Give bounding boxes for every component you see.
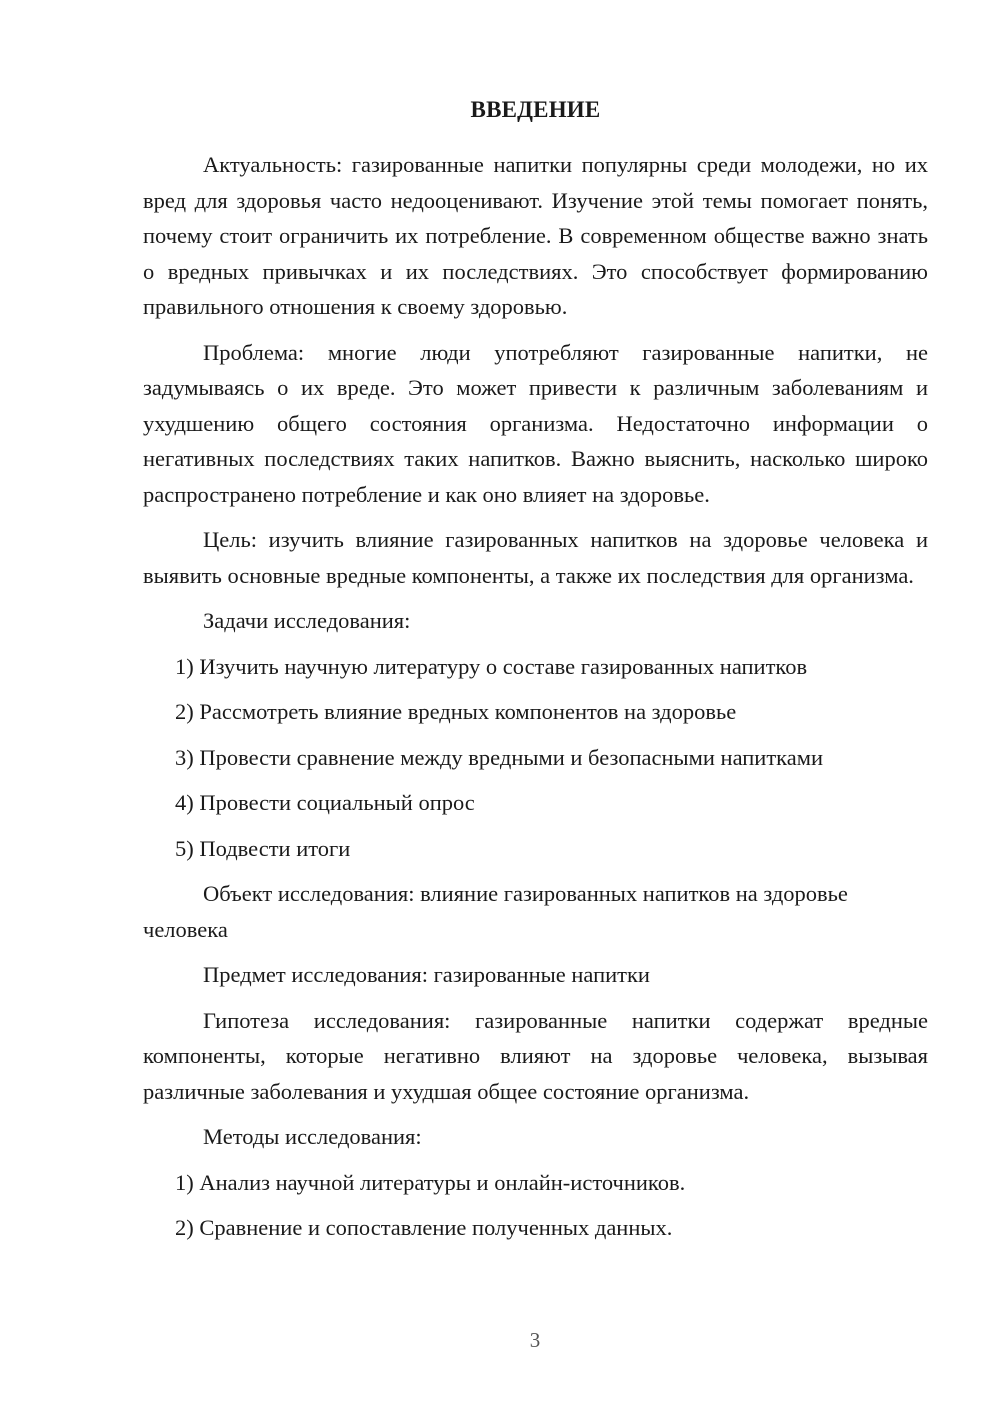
- list-item: 1) Изучить научную литературу о составе газированных напитков: [175, 653, 808, 679]
- paragraph-problem: Проблема: многие люди употребляют газированные напитки, не задумываясь о их вреде. Это может привести к различным заболеваниям и ухудшению общего состояния организма. Недостаточно информации о негативных последствиях таких напитков. Важно выяснить, насколько широко распространено потребление и как оно влияет на здоровье.: [143, 339, 928, 507]
- page-number: 3: [529, 1328, 541, 1352]
- paragraph-object: Объект исследования: влияние газированных напитков на здоровье человека: [143, 881, 848, 942]
- list-item: 2) Сравнение и сопоставление полученных данных.: [175, 1215, 673, 1240]
- tasks-heading: Задачи исследования:: [203, 608, 411, 633]
- list-item: 2) Рассмотреть влияние вредных компонентов на здоровье: [175, 699, 737, 724]
- paragraph-hypothesis: Гипотеза исследования: газированные напитки содержат вредные компоненты, которые негативно влияют на здоровье человека, вызывая различные заболевания и ухудшая общее состояние организма.: [143, 1007, 928, 1104]
- list-item: 4) Провести социальный опрос: [175, 790, 475, 815]
- paragraph-subject: Предмет исследования: газированные напитки: [203, 962, 650, 987]
- list-item: 1) Анализ научной литературы и онлайн-источников.: [175, 1169, 686, 1195]
- document-page: [143, 92, 928, 1256]
- methods-heading: Методы исследования:: [203, 1124, 422, 1149]
- page-title: ВВЕДЕНИЕ: [470, 97, 601, 122]
- tasks-list: [143, 649, 928, 867]
- paragraph-goal: Цель: изучить влияние газированных напитков на здоровье человека и выявить основные вредные компоненты, а также их последствия для организма.: [143, 527, 928, 588]
- methods-list: [143, 1165, 928, 1246]
- list-item: 3) Провести сравнение между вредными и безопасными напитками: [175, 744, 824, 770]
- paragraph-relevance: Актуальность: газированные напитки популярны среди молодежи, но их вред для здоровья часто недооценивают. Изучение этой темы помогает понять, почему стоит ограничить их потребление. В современном обществе важно знать о вредных привычках и их последствиях. Это способствует формированию правильного отношения к своему здоровью.: [143, 152, 928, 319]
- list-item: 5) Подвести итоги: [175, 835, 351, 861]
